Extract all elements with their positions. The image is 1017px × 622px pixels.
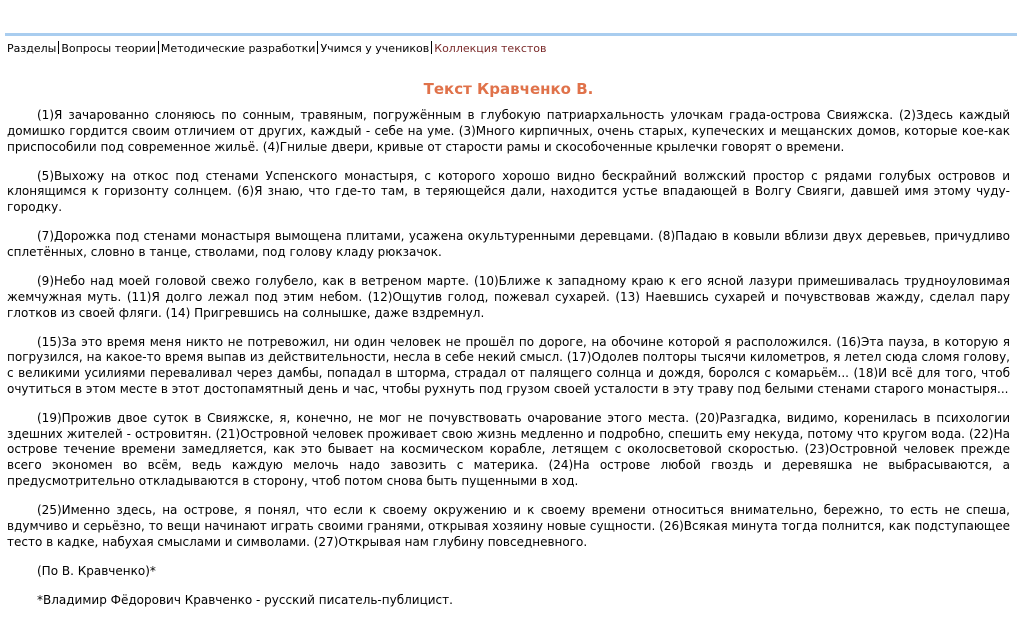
article-body (7, 108, 1010, 622)
breadcrumb-nav (7, 41, 547, 56)
nav-separator (58, 41, 59, 54)
nav-link-methods[interactable]: Методические разработки (160, 42, 316, 55)
paragraph: (9)Небо над моей головой свежо голубело, как в ветреном марте. (10)Ближе к западному краю к его ясной лазури примешивалась трудноуловимая жемчужная муть. (11)Я долго лежал под этим небом. (12)Ощутив голод, пожевал сухарей. (13) Наевшись сухарей и почувствовав жажду, сделал пару глотков из своей фляги. (14) Пригревшись на солнышке, даже вздремнул. (7, 273, 1010, 320)
source-attribution: (По В. Кравченко)* (37, 563, 156, 578)
nav-link-sections[interactable]: Разделы (7, 42, 57, 55)
nav-link-theory[interactable]: Вопросы теории (61, 42, 156, 55)
paragraph: (19)Прожив двое суток в Свияжске, я, конечно, не мог не почувствовать очарование этого места. (20)Разгадка, видимо, коренилась в психологии здешних жителей - островитян. (21)Островной человек проживает свою жизнь медленно и подробно, спешить ему некуда, потому что кругом вода. (22)На острове течение времени замедляется, как это бывает на космическом корабле, летящем с околосветовой скоростью. (23)Островной человек прежде всего экономен во всём, ведь каждую мелочь надо завозить с материка. (24)На острове любой гвоздь и деревяшка не выбрасываются, а предусмотрительно откладываются в сторону, чтоб потом снова быть пущенными в ход. (7, 410, 1010, 489)
nav-separator (158, 41, 159, 54)
author-footnote: *Владимир Фёдорович Кравченко - русский писатель-публицист. (37, 592, 453, 607)
nav-separator (431, 41, 432, 54)
top-divider-line (5, 33, 1017, 36)
nav-separator (317, 41, 318, 54)
paragraph: (1)Я зачарованно слоняюсь по сонным, травяным, погружённым в глубокую патриархальность улочкам града-острова Свияжска. (2)Здесь каждый домишко гордится своим отличием от других, каждый - себе на уме. (3)Много кирпичных, очень старых, купеческих и мещанских домов, которые кое-как приспособили под современное жильё. (4)Гнилые двери, кривые от старости рамы и скособоченные крылечки говорят о времени. (7, 108, 1010, 154)
paragraph: (7)Дорожка под стенами монастыря вымощена плитами, усажена окультуренными деревцами. (8)Падаю в ковыли вблизи двух деревьев, причудливо сплетённых, словно в танце, стволами, под голову кладу рюкзачок. (7, 229, 1010, 259)
paragraph: (15)За это время меня никто не потревожил, ни один человек не прошёл по дороге, на обочине которой я расположился. (16)Эта пауза, в которую я погрузился, на какое-то время выпав из действительности, несла в себе некий смысл. (17)Одолев полторы тысячи километров, я летел сюда сломя голову, с великими усилиями переваливал через дамбы, попадал в шторма, страдал от палящего солнца и дождя, боролся с комарьём... (18)И всё для того, чтоб очутиться в этом месте в этот достопамятный день и час, чтобы рухнуть под грузом своей усталости в эту траву под белыми стенами старого монастыря... (7, 334, 1010, 396)
paragraph: (25)Именно здесь, на острове, я понял, что если к своему окружению и к своему времени относиться внимательно, бережно, то есть не спеша, вдумчиво и серьёзно, то вещи начинают играть своими гранями, открывая хозяину новые сущности. (26)Всякая минута тогда полнится, как подступающее тесто в кадке, набухая смыслами и символами. (27)Открывая нам глубину повседневного. (7, 503, 1010, 549)
article-title: Текст Кравченко В. (423, 80, 594, 98)
paragraph: (5)Выхожу на откос под стенами Успенского монастыря, с которого хорошо видно бескрайний волжский простор с рядами голубых островов и клонящимся к горизонту солнцем. (6)Я знаю, что где-то там, в теряющейся дали, находится устье впадающей в Волгу Свияги, давшей имя этому чуду-городку. (7, 168, 1010, 215)
nav-link-students[interactable]: Учимся у учеников (320, 42, 430, 55)
nav-link-text-collection[interactable]: Коллекция текстов (434, 42, 547, 55)
